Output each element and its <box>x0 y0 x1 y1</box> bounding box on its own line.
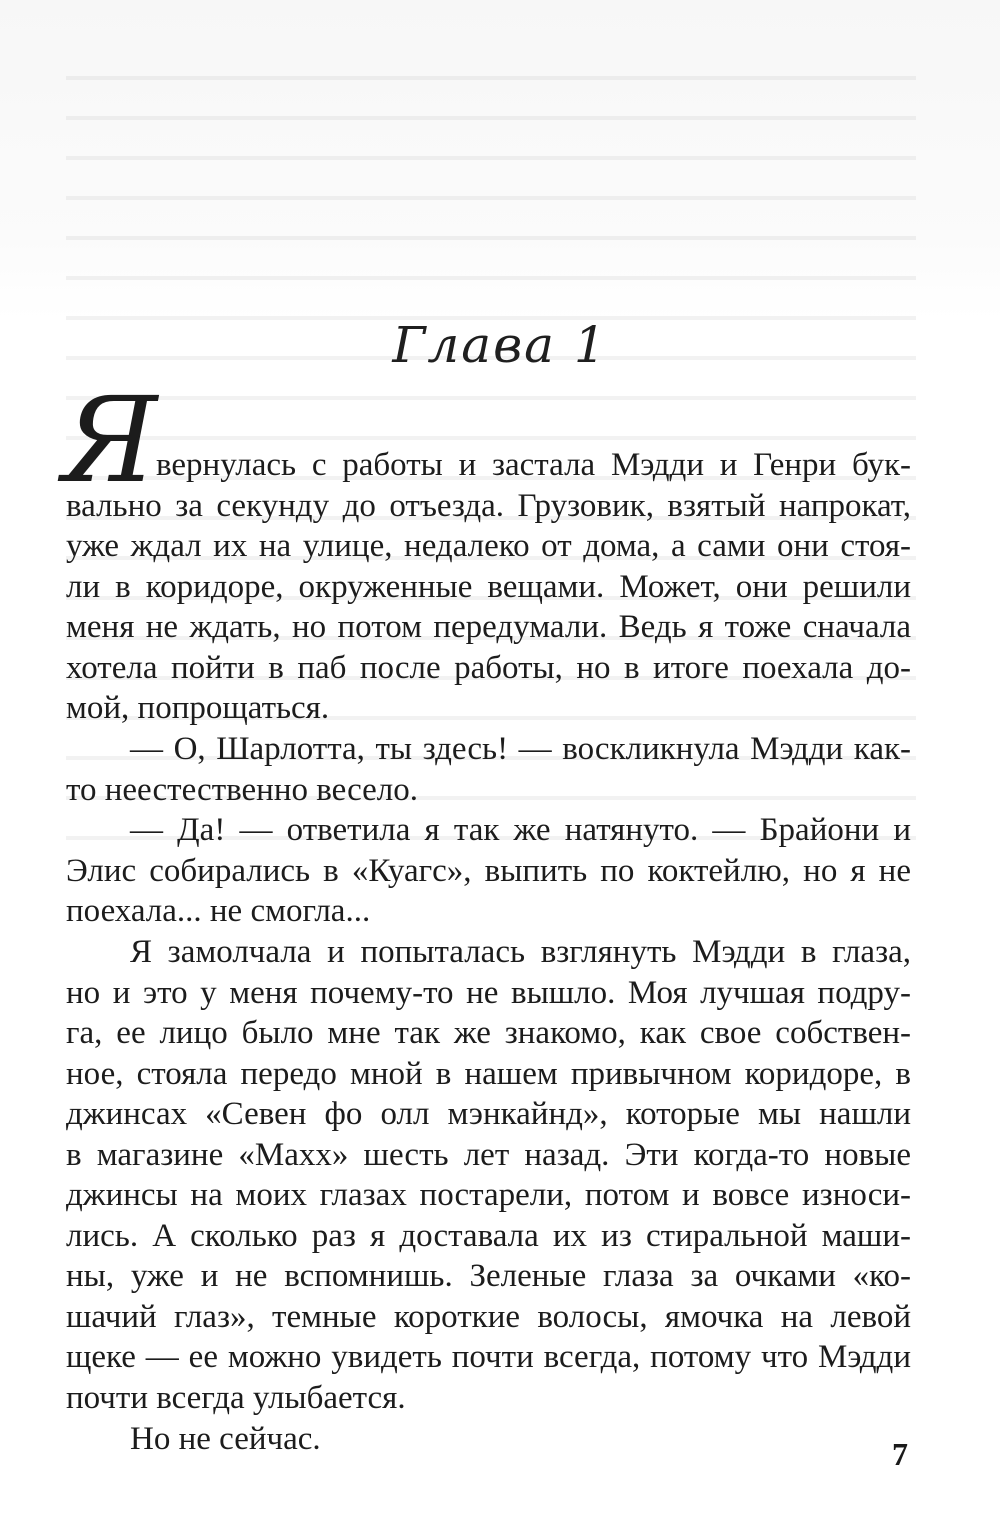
text-line: ны, уже и не вспомнишь. Зеленые глаза за очками «ко- <box>66 1258 911 1294</box>
text-line: га, ее лицо было мне так же знакомо, как свое собствен- <box>66 1015 911 1051</box>
text-line: мой, попрощаться. <box>66 690 330 726</box>
paragraph-3 <box>66 810 911 932</box>
paragraph-1 <box>66 445 911 729</box>
text-line: меня не ждать, но потом передумали. Ведь я тоже сначала <box>66 609 911 645</box>
text-line: вернулась с работы и застала Мэдди и Генри бук- <box>156 447 911 483</box>
text-line: то неестественно весело. <box>66 771 418 808</box>
text-line: джинсах «Севен фо олл мэнкайнд», которые мы нашли <box>66 1096 911 1132</box>
text-line: лись. А сколько раз я доставала их из стиральной маши- <box>66 1217 911 1254</box>
text-line: щеке — ее можно увидеть почти всегда, потому что Мэдди <box>66 1339 911 1375</box>
text-line: в магазине «Maxx» шесть лет назад. Эти когда-то новые <box>66 1136 911 1173</box>
text-line: но и это у меня почему-то не вышло. Моя лучшая подру- <box>66 974 911 1011</box>
text-line: поехала... не смогла... <box>66 893 371 929</box>
text-line: Я замолчала и попыталась взглянуть Мэдди в глаза, <box>130 934 911 970</box>
text-line: хотела пойти в паб после работы, но в итоге поехала до- <box>66 649 911 686</box>
text-line: шачий глаз», темные короткие волосы, ямочка на левой <box>66 1298 911 1335</box>
text-line: уже ждал их на улице, недалеко от дома, а сами они стоя- <box>66 528 911 564</box>
text-line: — Да! — ответила я так же натянуто. — Брайони и <box>130 812 911 848</box>
text-line: вально за секунду до отъезда. Грузовик, взятый напрокат, <box>66 487 911 524</box>
text-line: Элис собирались в «Куагс», выпить по коктейлю, но я не <box>66 852 911 889</box>
text-line: джинсы на моих глазах постарели, потом и вовсе износи- <box>66 1177 911 1213</box>
text-line: — О, Шарлотта, ты здесь! — воскликнула Мэдди как- <box>130 731 911 767</box>
paragraph-2 <box>66 729 911 810</box>
text-line: Но не сейчас. <box>130 1421 321 1457</box>
page-number: 7 <box>892 1436 908 1472</box>
paragraph-5 <box>66 1419 911 1460</box>
paragraph-4 <box>66 932 911 1418</box>
text-line: ное, стояла передо мной в нашем привычном коридоре, в <box>66 1055 911 1092</box>
text-line: ли в коридоре, окруженные вещами. Может, они решили <box>66 568 911 605</box>
drop-cap: Я <box>62 371 158 509</box>
chapter-title: Глава 1 <box>392 316 608 374</box>
text-line: почти всегда улыбается. <box>66 1379 406 1416</box>
